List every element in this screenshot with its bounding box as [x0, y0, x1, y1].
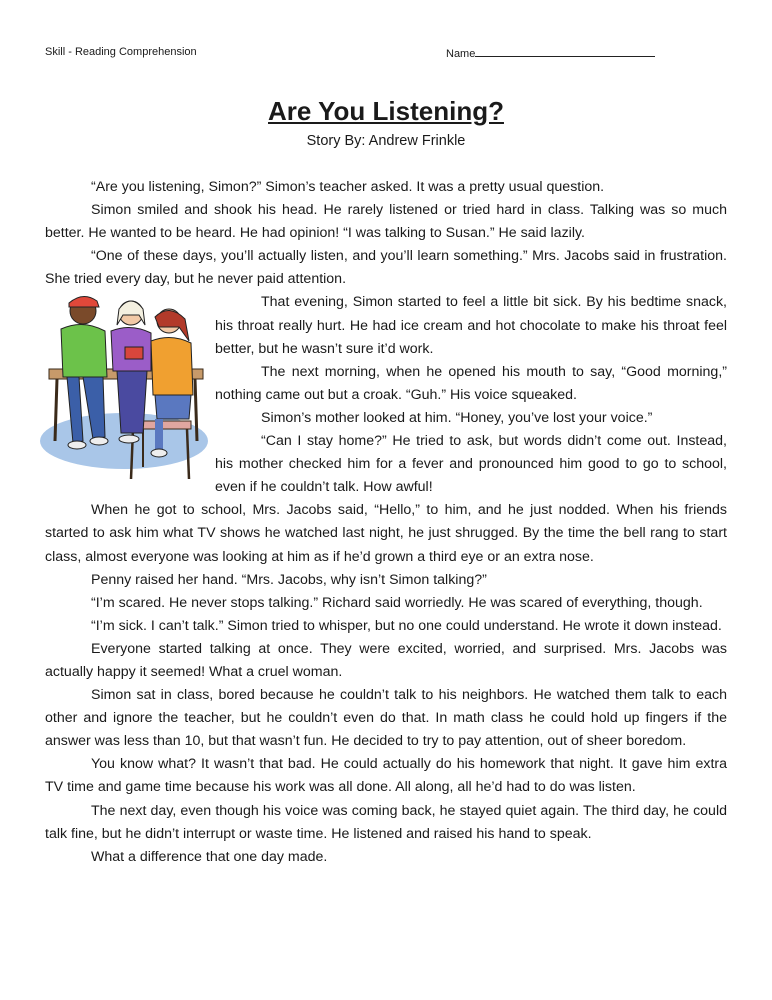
paragraph: Simon sat in class, bored because he couldn’t talk to his neighbors. He watched them talk to each other and ignore the teacher, but he couldn’t even do that. In math class he could hold up fingers if the answer was less than 10, but that wasn’t fun. He decided to try to pay attention, out of sheer boredom.: [45, 687, 727, 750]
paragraph: “Are you listening, Simon?” Simon’s teacher asked. It was a pretty usual question.: [91, 179, 605, 195]
paragraph: That evening, Simon started to feel a little bit sick. By his bedtime snack, his throat really hurt. He had ice cream and hot chocolate to make his throat feel better, but he wasn’t sure it’d work.: [215, 294, 727, 357]
paragraph: When he got to school, Mrs. Jacobs said, “Hello,” to him, and he just nodded. When his friends started to ask him what TV shows he watched last night, he just shrugged. By the time the bell rang to start class, almost everyone was looking at him as if he’d grown a third eye or an extra nose.: [45, 502, 727, 565]
story-title: Are You Listening?: [268, 96, 504, 126]
paragraph: Simon smiled and shook his head. He rarely listened or tried hard in class. Talking was so much better. He wanted to be heard. He had opinion! “I was talking to Susan.” He said lazily.: [45, 202, 727, 242]
name-blank-line[interactable]: [475, 46, 655, 57]
name-field[interactable]: [446, 46, 655, 60]
paragraph: Simon’s mother looked at him. “Honey, you’ve lost your voice.”: [261, 409, 653, 426]
paragraph: “I’m sick. I can’t talk.” Simon tried to whisper, but no one could understand. He wrote it down instead.: [91, 617, 722, 634]
paragraph: Everyone started talking at once. They were excited, worried, and surprised. Mrs. Jacobs was actually happy it seemed! What a cruel woman.: [45, 640, 727, 680]
paragraph: What a difference that one day made.: [91, 848, 328, 865]
name-label: Name: [446, 48, 476, 60]
paragraph: “One of these days, you’ll actually listen, and you’ll learn something.” Mrs. Jacobs said in frustration. She tried every day, but he never paid attention.: [45, 248, 727, 288]
skill-label: Skill - Reading Comprehension: [45, 46, 197, 58]
story-body: [45, 176, 727, 869]
paragraph: The next morning, when he opened his mouth to say, “Good morning,” nothing came out but a croak. “Guh.” His voice squeaked.: [215, 363, 727, 403]
paragraph: “I’m scared. He never stops talking.” Richard said worriedly. He was scared of everything, though.: [91, 594, 703, 611]
students-illustration: [39, 291, 211, 485]
paragraph: The next day, even though his voice was coming back, he stayed quiet again. The third day, he could talk fine, but he didn’t interrupt or waste time. He listened and raised his hand to speak.: [45, 802, 727, 842]
story-byline: Story By: Andrew Frinkle: [306, 133, 466, 149]
paragraph: Penny raised her hand. “Mrs. Jacobs, why isn’t Simon talking?”: [91, 571, 487, 588]
paragraph: “Can I stay home?” He tried to ask, but words didn’t come out. Instead, his mother checked him for a fever and pronounced him good to go to school, even if he couldn’t talk. How awful!: [215, 433, 727, 496]
paragraph: You know what? It wasn’t that bad. He could actually do his homework that night. It gave him extra TV time and game time because his work was all done. All along, all he’d had to do was listen.: [45, 756, 727, 796]
